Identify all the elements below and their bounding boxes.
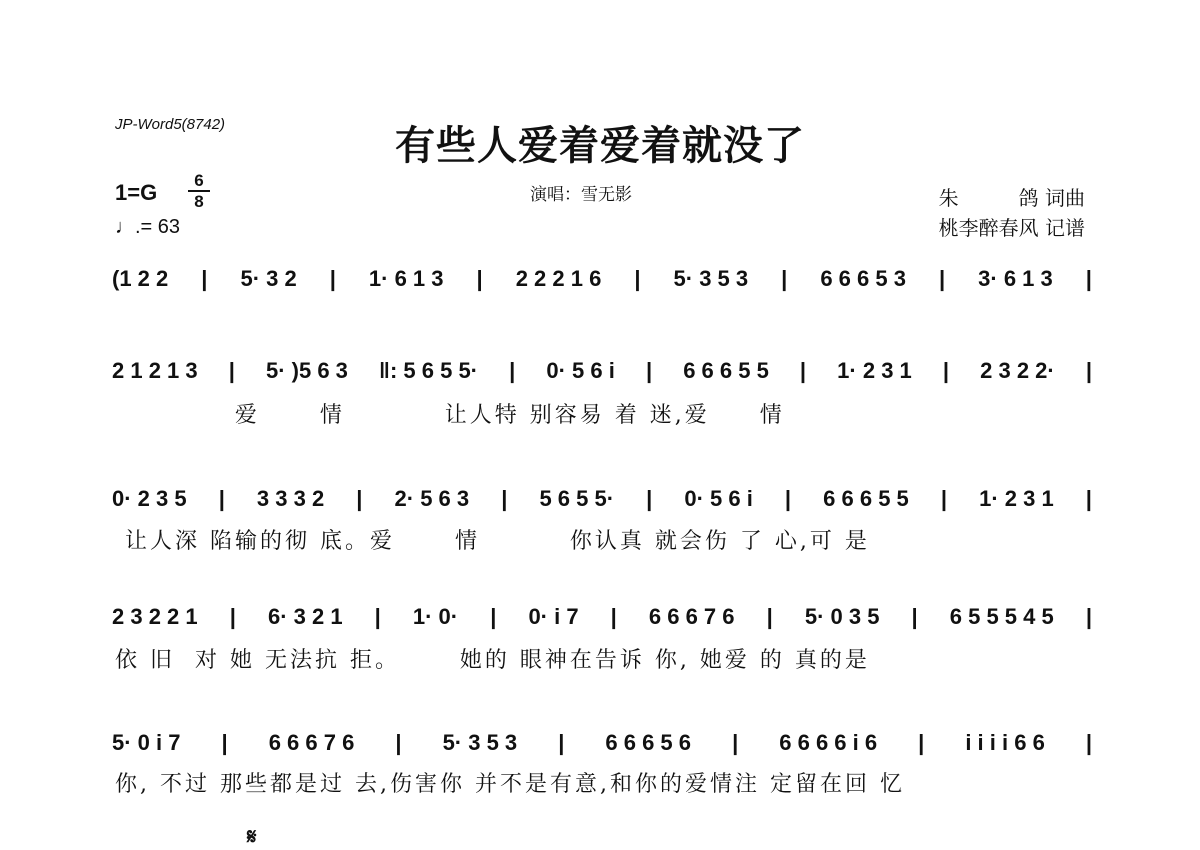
lyric-line-5: 你, 不过 那些都是过 去,伤害你 并不是有意,和你的爱情注 定留在回 忆 xyxy=(115,772,905,797)
measure: 1· 6 1 3 xyxy=(368,266,444,291)
barline: | xyxy=(490,604,497,629)
barline: | xyxy=(374,604,381,629)
barline: | xyxy=(1085,730,1092,755)
measure: ‖: 5 6 5 5· xyxy=(379,358,479,383)
measure: 6 6 6 7 6 xyxy=(268,730,355,755)
measure: 6 6 6 5 3 xyxy=(820,266,906,291)
barline: | xyxy=(1085,266,1092,291)
score-line-1 xyxy=(112,266,1092,292)
meter-top: 6 xyxy=(194,171,204,190)
barline: | xyxy=(918,730,925,755)
measure: 6· 3 2 1 xyxy=(267,604,343,629)
barline: | xyxy=(940,486,948,511)
barline: | xyxy=(911,604,918,629)
barline: | xyxy=(509,358,516,383)
barline: | xyxy=(201,266,208,291)
key-signature: 1=G xyxy=(115,180,158,205)
measure: 5· 0 3 5 xyxy=(804,604,880,629)
source-label: JP-Word5(8742) xyxy=(115,116,226,133)
song-title: 有些人爱着爱着就没了 xyxy=(395,122,805,169)
measure: 6 6 6 5 6 xyxy=(605,730,692,755)
barline: | xyxy=(645,358,653,383)
measure: 6 5 5 5 4 5 xyxy=(949,604,1054,629)
measure: 1· 2 3 1 xyxy=(837,358,912,383)
barline: | xyxy=(395,730,402,755)
measure: 2 2 2 1 6 xyxy=(515,266,602,291)
barline: | xyxy=(228,358,235,383)
barline: | xyxy=(229,604,236,629)
measure: 5· 3 5 3 xyxy=(673,266,749,291)
measure: 2 1 2 1 3 xyxy=(112,358,198,383)
barline: | xyxy=(766,604,773,629)
notation-credit: 桃李醉春风 记谱 xyxy=(938,216,1085,240)
tempo-marking: ♩.= 63 xyxy=(115,216,181,238)
measure: i i i i 6 6 xyxy=(965,730,1045,755)
measure: 3 3 3 2 xyxy=(256,486,325,511)
barline: | xyxy=(1085,358,1092,383)
measure: 2· 5 6 3 xyxy=(394,486,470,511)
measure: 5 6 5 5· xyxy=(539,486,615,511)
measure: 6 6 6 5 5 xyxy=(823,486,909,511)
measure: 6 6 6 6 i 6 xyxy=(779,730,878,755)
singer-credit: 演唱：雪无影 xyxy=(530,185,632,205)
barline: | xyxy=(942,358,950,383)
barline: | xyxy=(221,730,228,755)
measure: 0· 5 6 i xyxy=(546,358,615,383)
measure: 1· 0· xyxy=(412,604,459,629)
measure: 2 3 2 2 1 xyxy=(112,604,198,629)
measure: 0· 2 3 5 xyxy=(112,486,187,511)
time-signature xyxy=(188,172,210,210)
barline: | xyxy=(781,266,788,291)
score-line-4 xyxy=(112,604,1092,630)
measure: 6 6 6 7 6 xyxy=(648,604,735,629)
barline: | xyxy=(634,266,641,291)
composer-credit: 朱 鸽 词曲 xyxy=(938,186,1085,210)
barline: | xyxy=(476,266,483,291)
barline: | xyxy=(558,730,565,755)
lyric-line-4: 依 旧 对 她 无法抗 拒。 她的 眼神在告诉 你, 她爱 的 真的是 xyxy=(115,648,870,673)
barline: | xyxy=(799,358,807,383)
barline: | xyxy=(356,486,363,511)
measure: 5· )5 6 3 xyxy=(265,358,348,383)
measure: (1 2 2 xyxy=(112,266,169,291)
barline: | xyxy=(1085,604,1092,629)
score-line-2 xyxy=(112,358,1092,384)
barline: | xyxy=(218,486,225,511)
measure: 5· 3 5 3 xyxy=(442,730,518,755)
lyric-line-2: 爱 情 让人特 别容易 着 迷,爱 情 xyxy=(115,403,785,428)
measure: 0· 5 6 i xyxy=(684,486,753,511)
barline: | xyxy=(732,730,739,755)
barline: | xyxy=(784,486,792,511)
measure: 3· 6 1 3 xyxy=(978,266,1053,291)
segno-icon: 𝄋 xyxy=(247,824,257,850)
lyric-line-3: 让人深 陷输的彻 底。爱 情 你认真 就会伤 了 心,可 是 xyxy=(115,529,870,554)
score-line-3 xyxy=(112,486,1092,512)
barline: | xyxy=(938,266,946,291)
measure: 5· 3 2 xyxy=(240,266,297,291)
measure: 5· 0 i 7 xyxy=(112,730,181,755)
measure: 2 3 2 2· xyxy=(980,358,1055,383)
barline: | xyxy=(1085,486,1092,511)
measure: 1· 2 3 1 xyxy=(979,486,1054,511)
meter-bottom: 8 xyxy=(194,192,204,211)
barline: | xyxy=(329,266,336,291)
barline: | xyxy=(501,486,508,511)
measure: 0· i 7 xyxy=(528,604,579,629)
measure: 6 6 6 5 5 xyxy=(683,358,769,383)
barline: | xyxy=(610,604,617,629)
score-line-5 xyxy=(112,730,1092,756)
barline: | xyxy=(646,486,653,511)
